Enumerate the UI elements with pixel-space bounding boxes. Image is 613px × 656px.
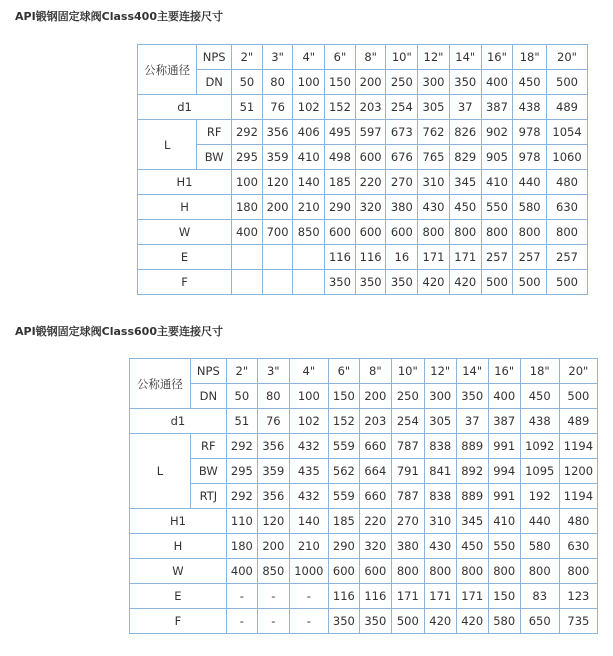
value-cell: - — [289, 584, 328, 609]
value-cell: 978 — [513, 120, 547, 145]
value-cell: 102 — [293, 95, 325, 120]
value-cell: 116 — [359, 584, 391, 609]
value-cell: 800 — [520, 559, 559, 584]
value-cell: 420 — [456, 609, 488, 634]
value-cell: 800 — [547, 220, 588, 245]
value-cell: 102 — [289, 409, 328, 434]
value-cell: 440 — [520, 509, 559, 534]
table-row — [130, 409, 598, 434]
value-cell: 220 — [359, 509, 391, 534]
value-cell: 387 — [488, 409, 520, 434]
value-cell: 292 — [226, 484, 257, 509]
value-cell: 152 — [328, 409, 359, 434]
value-cell: 838 — [424, 484, 456, 509]
nominal-size-label: 公称通径 — [130, 359, 191, 409]
value-cell: 450 — [449, 195, 481, 220]
value-cell: 660 — [359, 484, 391, 509]
value-cell: 673 — [386, 120, 418, 145]
value-cell: 676 — [386, 145, 418, 170]
value-cell: 180 — [232, 195, 263, 220]
class400-heading: API锻钢固定球阀Class400主要连接尺寸 — [15, 10, 223, 23]
value-cell: 359 — [262, 145, 293, 170]
value-cell: 438 — [520, 409, 559, 434]
value-cell: 203 — [359, 409, 391, 434]
table-row — [130, 484, 598, 509]
nps-cell: 6" — [328, 359, 359, 384]
value-cell: 257 — [481, 245, 513, 270]
value-cell: 435 — [289, 459, 328, 484]
value-cell: 76 — [262, 95, 293, 120]
value-cell: 630 — [559, 534, 597, 559]
value-cell: 350 — [328, 609, 359, 634]
value-cell: 76 — [257, 409, 289, 434]
value-cell: 305 — [418, 95, 450, 120]
nps-cell: 6" — [325, 45, 356, 70]
value-cell: 254 — [386, 95, 418, 120]
value-cell: 841 — [424, 459, 456, 484]
value-cell: 295 — [232, 145, 263, 170]
value-cell: 310 — [418, 170, 450, 195]
value-cell: 432 — [289, 434, 328, 459]
row-label: E — [130, 584, 227, 609]
row-label: E — [138, 245, 232, 270]
row-sublabel: RF — [190, 434, 226, 459]
value-cell: 410 — [481, 170, 513, 195]
value-cell: 350 — [355, 270, 386, 295]
value-cell: - — [289, 609, 328, 634]
value-cell: 500 — [391, 609, 424, 634]
row-sublabel: BW — [197, 145, 232, 170]
dn-cell: 450 — [513, 70, 547, 95]
value-cell: 1000 — [289, 559, 328, 584]
row-label: L — [130, 434, 191, 509]
table-row — [130, 559, 598, 584]
dn-label: DN — [190, 384, 226, 409]
value-cell: 210 — [289, 534, 328, 559]
value-cell: 37 — [456, 409, 488, 434]
nps-row — [138, 45, 588, 70]
class400-dimension-table — [137, 44, 588, 295]
table-row — [138, 220, 588, 245]
value-cell: 978 — [513, 145, 547, 170]
value-cell: 800 — [391, 559, 424, 584]
value-cell: 559 — [328, 434, 359, 459]
value-cell: 345 — [456, 509, 488, 534]
value-cell: 787 — [391, 434, 424, 459]
value-cell: 892 — [456, 459, 488, 484]
nps-cell: 3" — [262, 45, 293, 70]
value-cell: 700 — [262, 220, 293, 245]
value-cell: 550 — [488, 534, 520, 559]
value-cell: 120 — [262, 170, 293, 195]
dn-label: DN — [197, 70, 232, 95]
value-cell: 991 — [488, 484, 520, 509]
value-cell: 432 — [289, 484, 328, 509]
value-cell: 123 — [559, 584, 597, 609]
value-cell: 400 — [226, 559, 257, 584]
dn-cell: 350 — [449, 70, 481, 95]
value-cell: 850 — [257, 559, 289, 584]
table-row — [138, 170, 588, 195]
table-row — [138, 145, 588, 170]
nps-cell: 18" — [513, 45, 547, 70]
value-cell: - — [257, 584, 289, 609]
value-cell: 600 — [355, 145, 386, 170]
row-label: H1 — [130, 509, 227, 534]
dn-cell: 80 — [257, 384, 289, 409]
row-label: L — [138, 120, 197, 170]
table-row — [138, 270, 588, 295]
value-cell: 203 — [355, 95, 386, 120]
table-row — [130, 584, 598, 609]
dn-cell: 250 — [386, 70, 418, 95]
nps-cell: 8" — [355, 45, 386, 70]
value-cell: 838 — [424, 434, 456, 459]
nps-label: NPS — [197, 45, 232, 70]
nps-cell: 4" — [289, 359, 328, 384]
value-cell: 320 — [355, 195, 386, 220]
value-cell: 116 — [355, 245, 386, 270]
value-cell: 270 — [391, 509, 424, 534]
value-cell: 597 — [355, 120, 386, 145]
value-cell: 140 — [289, 509, 328, 534]
value-cell: 765 — [418, 145, 450, 170]
value-cell: 290 — [325, 195, 356, 220]
nps-label: NPS — [190, 359, 226, 384]
value-cell: 292 — [232, 120, 263, 145]
table-row — [130, 434, 598, 459]
value-cell: 1060 — [547, 145, 588, 170]
value-cell: 380 — [386, 195, 418, 220]
value-cell: 51 — [232, 95, 263, 120]
value-cell — [293, 245, 325, 270]
value-cell: 359 — [257, 459, 289, 484]
value-cell: 450 — [456, 534, 488, 559]
value-cell: 800 — [456, 559, 488, 584]
dn-cell: 300 — [418, 70, 450, 95]
value-cell: 116 — [325, 245, 356, 270]
value-cell: 171 — [449, 245, 481, 270]
value-cell: 850 — [293, 220, 325, 245]
value-cell: 295 — [226, 459, 257, 484]
value-cell: 350 — [359, 609, 391, 634]
row-label: H — [130, 534, 227, 559]
value-cell: 171 — [456, 584, 488, 609]
value-cell: 180 — [226, 534, 257, 559]
value-cell: 192 — [520, 484, 559, 509]
value-cell: 150 — [488, 584, 520, 609]
dn-cell: 450 — [520, 384, 559, 409]
value-cell: 16 — [386, 245, 418, 270]
nps-cell: 14" — [449, 45, 481, 70]
value-cell: 600 — [386, 220, 418, 245]
value-cell: 800 — [488, 559, 520, 584]
row-label: H — [138, 195, 232, 220]
dn-cell: 250 — [391, 384, 424, 409]
value-cell: 140 — [293, 170, 325, 195]
value-cell: 438 — [513, 95, 547, 120]
value-cell: 800 — [559, 559, 597, 584]
value-cell: 562 — [328, 459, 359, 484]
value-cell: - — [226, 609, 257, 634]
value-cell: 116 — [328, 584, 359, 609]
value-cell: 994 — [488, 459, 520, 484]
value-cell: 200 — [257, 534, 289, 559]
nps-cell: 10" — [386, 45, 418, 70]
value-cell: 420 — [424, 609, 456, 634]
nps-cell: 18" — [520, 359, 559, 384]
value-cell: 185 — [325, 170, 356, 195]
value-cell: 489 — [559, 409, 597, 434]
dn-cell: 80 — [262, 70, 293, 95]
nps-cell: 16" — [481, 45, 513, 70]
dn-row — [138, 70, 588, 95]
value-cell: 500 — [547, 270, 588, 295]
value-cell: 1054 — [547, 120, 588, 145]
value-cell: 210 — [293, 195, 325, 220]
dn-cell: 500 — [547, 70, 588, 95]
value-cell: 185 — [328, 509, 359, 534]
table-row — [130, 509, 598, 534]
dn-cell: 500 — [559, 384, 597, 409]
nps-cell: 12" — [424, 359, 456, 384]
nominal-size-label: 公称通径 — [138, 45, 197, 95]
nps-cell: 10" — [391, 359, 424, 384]
value-cell: 600 — [359, 559, 391, 584]
dn-cell: 300 — [424, 384, 456, 409]
dn-cell: 150 — [328, 384, 359, 409]
nps-cell: 4" — [293, 45, 325, 70]
nps-row — [130, 359, 598, 384]
value-cell: 1194 — [559, 484, 597, 509]
table-row — [138, 95, 588, 120]
value-cell: 120 — [257, 509, 289, 534]
value-cell: 440 — [513, 170, 547, 195]
class600-heading: API锻钢固定球阀Class600主要连接尺寸 — [15, 325, 223, 338]
value-cell: 171 — [391, 584, 424, 609]
value-cell: 902 — [481, 120, 513, 145]
value-cell: 498 — [325, 145, 356, 170]
value-cell: 171 — [418, 245, 450, 270]
value-cell: 489 — [547, 95, 588, 120]
value-cell: 406 — [293, 120, 325, 145]
value-cell: 500 — [513, 270, 547, 295]
nps-cell: 20" — [547, 45, 588, 70]
value-cell: 600 — [325, 220, 356, 245]
value-cell: 110 — [226, 509, 257, 534]
value-cell: 152 — [325, 95, 356, 120]
value-cell: 220 — [355, 170, 386, 195]
value-cell: 37 — [449, 95, 481, 120]
value-cell: 356 — [257, 434, 289, 459]
value-cell: 800 — [481, 220, 513, 245]
dn-row — [130, 384, 598, 409]
value-cell: 889 — [456, 484, 488, 509]
value-cell: 600 — [328, 559, 359, 584]
row-label: H1 — [138, 170, 232, 195]
value-cell: 600 — [355, 220, 386, 245]
value-cell: 550 — [481, 195, 513, 220]
value-cell: 430 — [418, 195, 450, 220]
row-label: d1 — [138, 95, 232, 120]
value-cell: 1095 — [520, 459, 559, 484]
value-cell: 800 — [449, 220, 481, 245]
value-cell: 664 — [359, 459, 391, 484]
value-cell: 350 — [325, 270, 356, 295]
row-sublabel: BW — [190, 459, 226, 484]
value-cell: 1092 — [520, 434, 559, 459]
nps-cell: 16" — [488, 359, 520, 384]
value-cell: 400 — [232, 220, 263, 245]
nps-cell: 12" — [418, 45, 450, 70]
dn-cell: 50 — [232, 70, 263, 95]
nps-cell: 3" — [257, 359, 289, 384]
dn-cell: 400 — [488, 384, 520, 409]
table-row — [130, 459, 598, 484]
value-cell: 410 — [488, 509, 520, 534]
value-cell: 410 — [293, 145, 325, 170]
dn-cell: 50 — [226, 384, 257, 409]
value-cell: 350 — [386, 270, 418, 295]
row-sublabel: RTJ — [190, 484, 226, 509]
value-cell: 559 — [328, 484, 359, 509]
row-label: F — [138, 270, 232, 295]
table-row — [138, 195, 588, 220]
value-cell: 480 — [559, 509, 597, 534]
value-cell: 630 — [547, 195, 588, 220]
value-cell: - — [257, 609, 289, 634]
value-cell: 83 — [520, 584, 559, 609]
nps-cell: 20" — [559, 359, 597, 384]
value-cell — [262, 270, 293, 295]
value-cell: 345 — [449, 170, 481, 195]
value-cell: 735 — [559, 609, 597, 634]
nps-cell: 8" — [359, 359, 391, 384]
row-sublabel: RF — [197, 120, 232, 145]
value-cell: 1194 — [559, 434, 597, 459]
value-cell: 257 — [547, 245, 588, 270]
value-cell: 660 — [359, 434, 391, 459]
dn-cell: 400 — [481, 70, 513, 95]
value-cell: 580 — [520, 534, 559, 559]
value-cell: 762 — [418, 120, 450, 145]
value-cell: 991 — [488, 434, 520, 459]
value-cell: 387 — [481, 95, 513, 120]
value-cell: 829 — [449, 145, 481, 170]
value-cell — [232, 245, 263, 270]
dn-cell: 100 — [293, 70, 325, 95]
row-label: W — [138, 220, 232, 245]
table-row — [138, 120, 588, 145]
value-cell: 889 — [456, 434, 488, 459]
value-cell: 580 — [513, 195, 547, 220]
value-cell: 1200 — [559, 459, 597, 484]
dn-cell: 350 — [456, 384, 488, 409]
class600-dimension-table — [129, 358, 598, 634]
value-cell: 257 — [513, 245, 547, 270]
value-cell: 580 — [488, 609, 520, 634]
value-cell: 800 — [513, 220, 547, 245]
value-cell: 310 — [424, 509, 456, 534]
value-cell: 305 — [424, 409, 456, 434]
value-cell: 292 — [226, 434, 257, 459]
value-cell: 51 — [226, 409, 257, 434]
dn-cell: 150 — [325, 70, 356, 95]
row-label: F — [130, 609, 227, 634]
value-cell: 270 — [386, 170, 418, 195]
value-cell: 787 — [391, 484, 424, 509]
value-cell — [232, 270, 263, 295]
value-cell: 905 — [481, 145, 513, 170]
row-label: W — [130, 559, 227, 584]
value-cell: 290 — [328, 534, 359, 559]
value-cell: 826 — [449, 120, 481, 145]
value-cell: 254 — [391, 409, 424, 434]
nps-cell: 2" — [226, 359, 257, 384]
table-row — [138, 245, 588, 270]
value-cell: - — [226, 584, 257, 609]
value-cell: 791 — [391, 459, 424, 484]
value-cell: 200 — [262, 195, 293, 220]
value-cell — [293, 270, 325, 295]
value-cell: 100 — [232, 170, 263, 195]
value-cell: 380 — [391, 534, 424, 559]
value-cell: 480 — [547, 170, 588, 195]
nps-cell: 2" — [232, 45, 263, 70]
dn-cell: 100 — [289, 384, 328, 409]
value-cell: 500 — [481, 270, 513, 295]
value-cell: 320 — [359, 534, 391, 559]
value-cell: 356 — [262, 120, 293, 145]
value-cell — [262, 245, 293, 270]
value-cell: 800 — [418, 220, 450, 245]
value-cell: 420 — [449, 270, 481, 295]
value-cell: 356 — [257, 484, 289, 509]
value-cell: 171 — [424, 584, 456, 609]
table-row — [130, 609, 598, 634]
value-cell: 800 — [424, 559, 456, 584]
value-cell: 650 — [520, 609, 559, 634]
table-row — [130, 534, 598, 559]
value-cell: 430 — [424, 534, 456, 559]
value-cell: 420 — [418, 270, 450, 295]
dn-cell: 200 — [355, 70, 386, 95]
nps-cell: 14" — [456, 359, 488, 384]
value-cell: 495 — [325, 120, 356, 145]
row-label: d1 — [130, 409, 227, 434]
dn-cell: 200 — [359, 384, 391, 409]
